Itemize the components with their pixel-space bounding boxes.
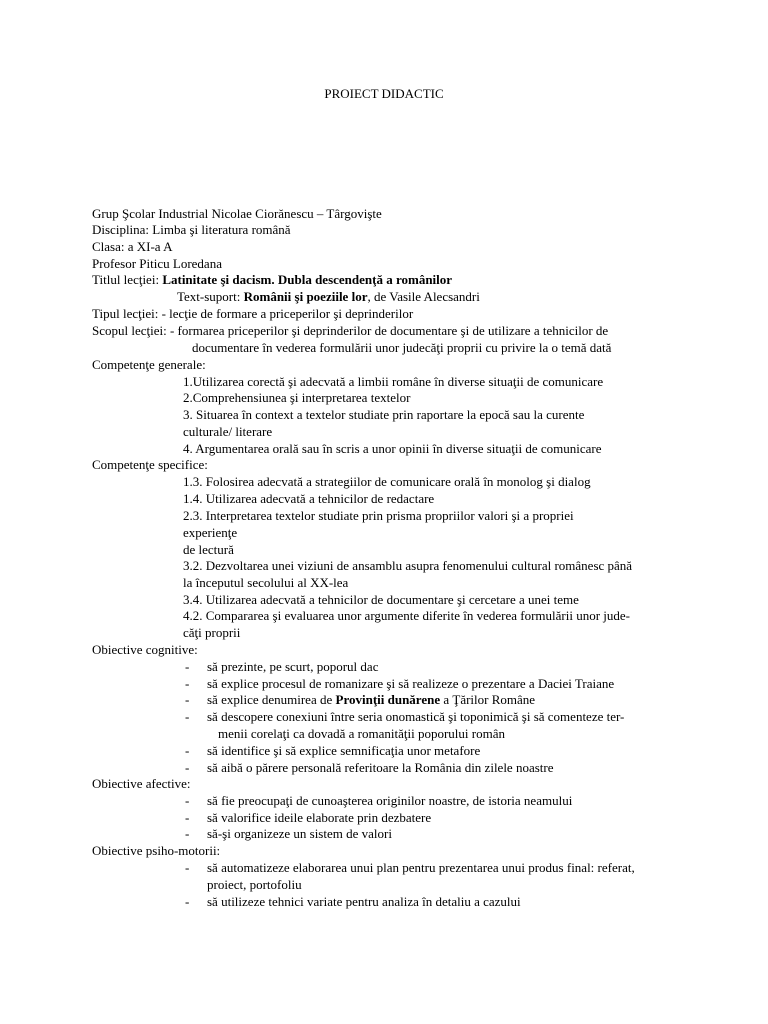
objective-text: să explice denumirea de bbox=[207, 692, 336, 707]
specific-competence-item: 3.2. Dezvoltarea unei viziuni de ansamblu asupra fenomenului cultural românesc până bbox=[183, 558, 633, 573]
cognitive-objective-item: să aibă o părere personală referitoare la România din zilele noastre bbox=[207, 760, 554, 775]
bullet-dash: - bbox=[185, 793, 190, 808]
specific-competence-item-cont: de lectură bbox=[183, 542, 234, 557]
document-title: PROIECT DIDACTIC bbox=[324, 86, 444, 101]
lesson-goal-line-1: Scopul lecţiei: - formarea priceperilor şi deprinderilor de documentare şi de utilizare a tehnicilor de bbox=[92, 323, 609, 338]
affective-objective-item: să fie preocupaţi de cunoaşterea originilor noastre, de istoria neamului bbox=[207, 793, 573, 808]
lesson-title-line bbox=[92, 271, 452, 288]
affective-objective-item: să-şi organizeze un sistem de valori bbox=[207, 826, 392, 841]
specific-competence-item-cont: la începutul secolului al XX-lea bbox=[183, 575, 349, 590]
bullet-dash: - bbox=[185, 826, 190, 841]
support-text-line bbox=[177, 288, 480, 305]
teacher-line: Profesor Piticu Loredana bbox=[92, 256, 222, 271]
objective-emphasis: Provinţii dunărene bbox=[335, 692, 441, 707]
specific-competences-heading: Competenţe specifice: bbox=[92, 457, 208, 472]
cognitive-objective-item bbox=[207, 691, 535, 708]
bullet-dash: - bbox=[185, 894, 190, 909]
discipline-line: Disciplina: Limba şi literatura română bbox=[92, 222, 291, 237]
bullet-dash: - bbox=[185, 743, 190, 758]
lesson-goal-line-2: documentare în vederea formulării unor judecăţi proprii cu privire la o temă dată bbox=[192, 340, 612, 355]
cognitive-objective-item: să descopere conexiuni între seria onomastică şi toponimică şi să comenteze ter- bbox=[207, 709, 625, 724]
specific-competence-item: 4.2. Compararea şi evaluarea unor argumente diferite în vederea formulării unor jude- bbox=[183, 608, 630, 623]
general-competence-item: 4. Argumentarea orală sau în scris a unor opinii în diverse situaţii de comunicare bbox=[183, 441, 602, 456]
general-competence-item: 3. Situarea în context a textelor studiate prin raportare la epocă sau la curente bbox=[183, 407, 585, 422]
objective-text: a Ţărilor Române bbox=[440, 692, 536, 707]
affective-objective-item: să valorifice ideile elaborate prin dezbatere bbox=[207, 810, 432, 825]
psychomotor-objectives-heading: Obiective psiho-motorii: bbox=[92, 843, 221, 858]
psychomotor-objective-item: să automatizeze elaborarea unui plan pentru prezentarea unui produs final: referat, bbox=[207, 860, 635, 875]
support-text-work: Românii şi poeziile lor bbox=[243, 289, 368, 304]
cognitive-objective-item: să identifice şi să explice semnificaţia unor metafore bbox=[207, 743, 481, 758]
cognitive-objective-item: să prezinte, pe scurt, poporul dac bbox=[207, 659, 379, 674]
cognitive-objective-item-cont: menii corelaţi ca dovadă a romanităţii poporului român bbox=[218, 726, 505, 741]
general-competence-item-cont: culturale/ literare bbox=[183, 424, 273, 439]
class-line: Clasa: a XI-a A bbox=[92, 239, 173, 254]
bullet-dash: - bbox=[185, 860, 190, 875]
support-text-author: , de Vasile Alecsandri bbox=[367, 289, 480, 304]
support-text-label: Text-suport: bbox=[177, 289, 241, 304]
school-line: Grup Şcolar Industrial Nicolae Ciorănescu – Târgovişte bbox=[92, 206, 382, 221]
specific-competence-item: 1.3. Folosirea adecvată a strategiilor de comunicare orală în monolog şi dialog bbox=[183, 474, 591, 489]
cognitive-objectives-heading: Obiective cognitive: bbox=[92, 642, 198, 657]
specific-competence-item: 2.3. Interpretarea textelor studiate prin prisma propriilor valori şi a propriei bbox=[183, 508, 574, 523]
bullet-dash: - bbox=[185, 676, 190, 691]
bullet-dash: - bbox=[185, 709, 190, 724]
general-competence-item: 2.Comprehensiunea şi interpretarea textelor bbox=[183, 390, 411, 405]
bullet-dash: - bbox=[185, 692, 190, 707]
psychomotor-objective-item-cont: proiect, portofoliu bbox=[207, 877, 302, 892]
specific-competence-item-cont: căţi proprii bbox=[183, 625, 241, 640]
specific-competence-item: 3.4. Utilizarea adecvată a tehnicilor de documentare şi cercetare a unei teme bbox=[183, 592, 579, 607]
psychomotor-objective-item: să utilizeze tehnici variate pentru analiza în detaliu a cazului bbox=[207, 894, 521, 909]
cognitive-objective-item: să explice procesul de romanizare şi să realizeze o prezentare a Daciei Traiane bbox=[207, 676, 615, 691]
general-competence-item: 1.Utilizarea corectă şi adecvată a limbii române în diverse situaţii de comunicare bbox=[183, 374, 604, 389]
lesson-title-value: Latinitate şi dacism. Dubla descendenţă a românilor bbox=[162, 272, 453, 287]
lesson-title-label: Titlul lecţiei: bbox=[92, 272, 160, 287]
bullet-dash: - bbox=[185, 810, 190, 825]
bullet-dash: - bbox=[185, 659, 190, 674]
specific-competence-item: 1.4. Utilizarea adecvată a tehnicilor de redactare bbox=[183, 491, 435, 506]
affective-objectives-heading: Obiective afective: bbox=[92, 776, 191, 791]
general-competences-heading: Competenţe generale: bbox=[92, 357, 206, 372]
specific-competence-item-cont: experienţe bbox=[183, 525, 238, 540]
bullet-dash: - bbox=[185, 760, 190, 775]
lesson-type-line: Tipul lecţiei: - lecţie de formare a priceperilor şi deprinderilor bbox=[92, 306, 414, 321]
